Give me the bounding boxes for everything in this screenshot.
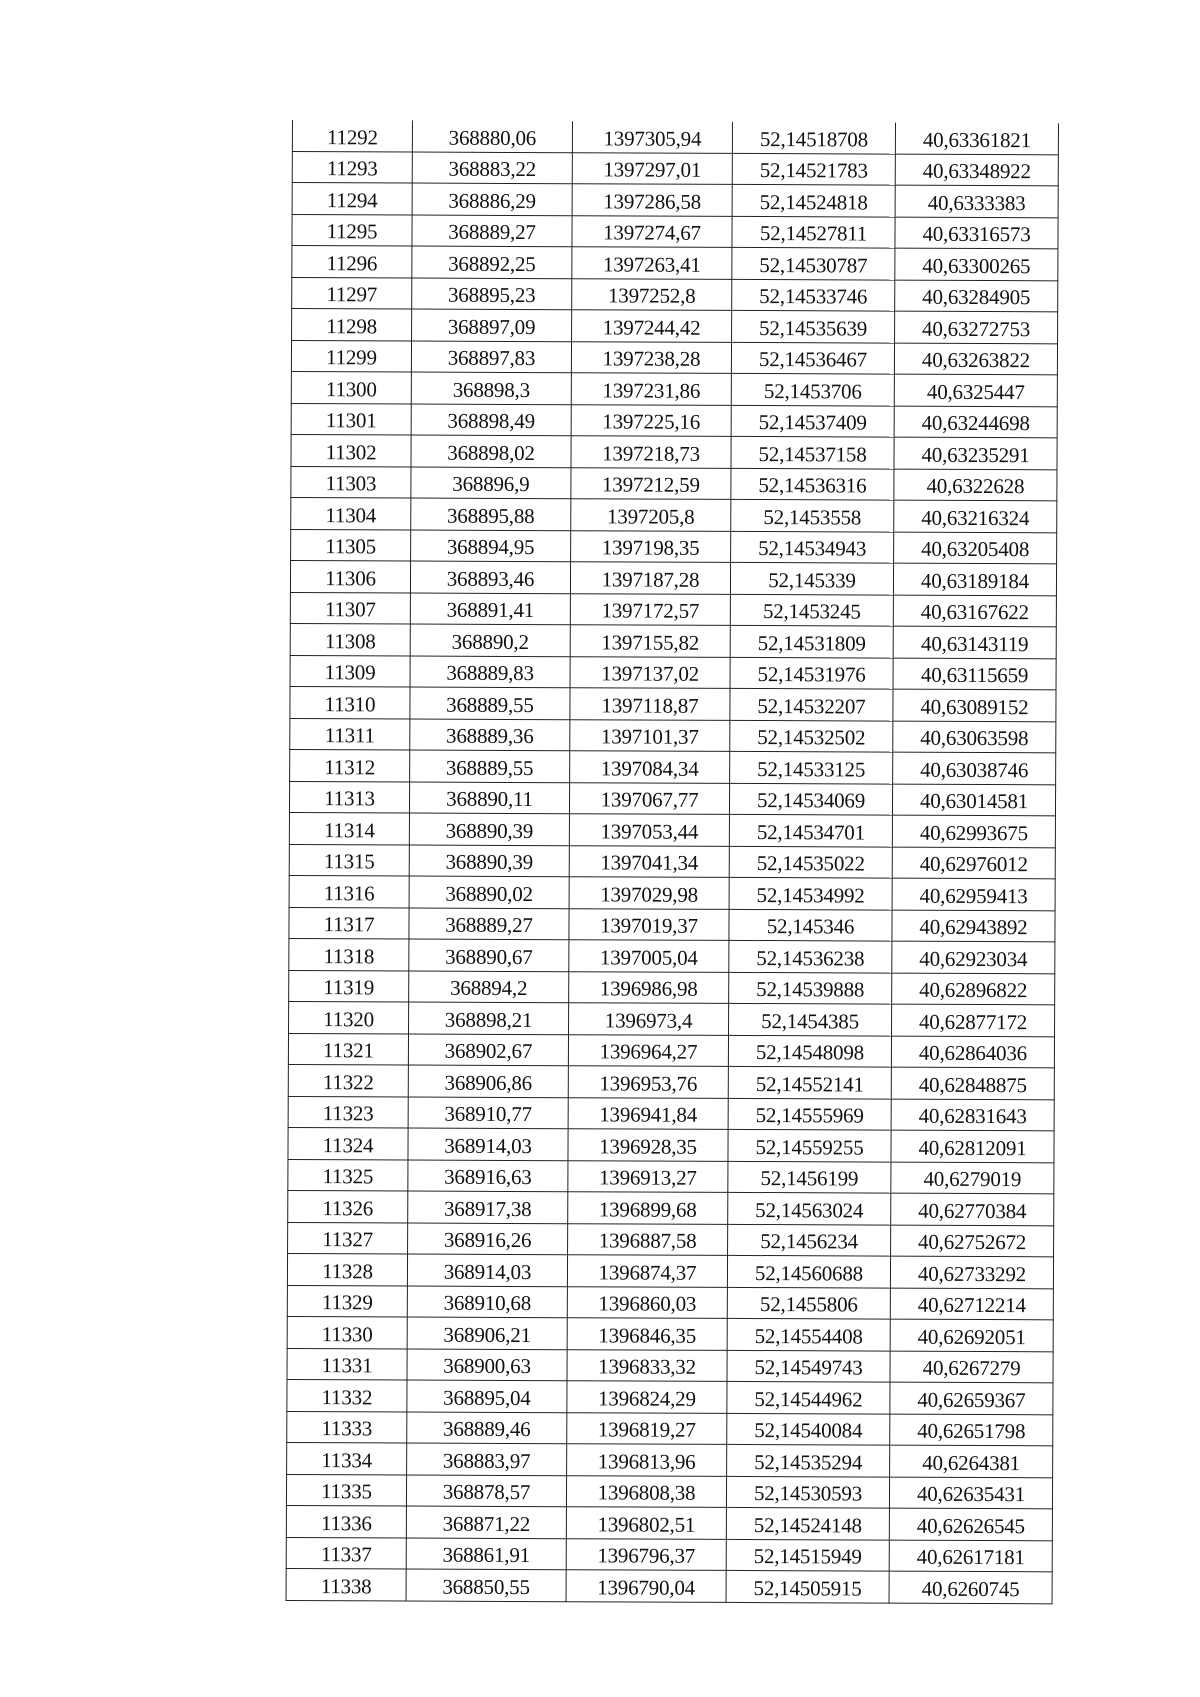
table-row <box>288 1127 1054 1162</box>
x-coordinate-cell: 368880,06 <box>412 121 572 153</box>
y-coordinate-cell: 1397305,94 <box>572 121 732 153</box>
latitude-cell: 52,14527811 <box>732 216 895 248</box>
x-coordinate-cell: 368900,63 <box>407 1349 567 1381</box>
latitude-cell: 52,1456199 <box>728 1161 891 1193</box>
table-row <box>292 151 1058 186</box>
y-coordinate-cell: 1396887,58 <box>568 1223 728 1255</box>
y-coordinate-cell: 1397205,8 <box>571 499 731 531</box>
table-row <box>287 1253 1053 1288</box>
longitude-cell: 40,62848875 <box>891 1067 1054 1099</box>
point-number-cell: 11294 <box>292 183 412 215</box>
table-row <box>286 1505 1052 1540</box>
latitude-cell: 52,14549743 <box>727 1350 890 1382</box>
x-coordinate-cell: 368890,39 <box>409 845 569 877</box>
table-row <box>286 1537 1052 1572</box>
longitude-cell: 40,63063598 <box>893 721 1056 753</box>
point-number-cell: 11308 <box>290 623 410 655</box>
latitude-cell: 52,14537409 <box>731 405 894 437</box>
longitude-cell: 40,63205408 <box>894 532 1057 564</box>
point-number-cell: 11292 <box>292 120 412 152</box>
point-number-cell: 11302 <box>291 434 411 466</box>
point-number-cell: 11309 <box>290 655 410 687</box>
y-coordinate-cell: 1397101,37 <box>570 719 730 751</box>
latitude-cell: 52,14560688 <box>727 1255 890 1287</box>
y-coordinate-cell: 1396941,84 <box>568 1097 728 1129</box>
table-row <box>286 1568 1052 1603</box>
x-coordinate-cell: 368891,41 <box>410 593 570 625</box>
latitude-cell: 52,14524818 <box>732 184 895 216</box>
longitude-cell: 40,63167622 <box>893 595 1056 627</box>
table-row <box>288 1064 1054 1099</box>
x-coordinate-cell: 368902,67 <box>408 1034 568 1066</box>
y-coordinate-cell: 1396964,27 <box>568 1034 728 1066</box>
latitude-cell: 52,1456234 <box>728 1224 891 1256</box>
y-coordinate-cell: 1397225,16 <box>571 404 731 436</box>
x-coordinate-cell: 368916,26 <box>408 1223 568 1255</box>
point-number-cell: 11335 <box>286 1474 406 1506</box>
point-number-cell: 11299 <box>291 340 411 372</box>
longitude-cell: 40,6279019 <box>891 1162 1054 1194</box>
longitude-cell: 40,63348922 <box>895 154 1058 186</box>
table-row <box>289 938 1055 973</box>
table-row <box>291 403 1057 438</box>
x-coordinate-cell: 368890,67 <box>409 939 569 971</box>
table-row <box>290 560 1056 595</box>
longitude-cell: 40,63038746 <box>893 752 1056 784</box>
point-number-cell: 11322 <box>288 1064 408 1096</box>
longitude-cell: 40,63089152 <box>893 689 1056 721</box>
point-number-cell: 11293 <box>292 151 412 183</box>
table-row <box>289 781 1055 816</box>
longitude-cell: 40,62626545 <box>889 1508 1052 1540</box>
x-coordinate-cell: 368906,21 <box>407 1317 567 1349</box>
table-row <box>292 183 1058 218</box>
y-coordinate-cell: 1397155,82 <box>570 625 730 657</box>
point-number-cell: 11319 <box>289 970 409 1002</box>
table-row <box>291 340 1057 375</box>
point-number-cell: 11327 <box>288 1222 408 1254</box>
point-number-cell: 11303 <box>291 466 411 498</box>
longitude-cell: 40,62896822 <box>892 973 1055 1005</box>
latitude-cell: 52,145346 <box>729 909 892 941</box>
point-number-cell: 11330 <box>287 1316 407 1348</box>
longitude-cell: 40,6260745 <box>889 1571 1052 1603</box>
y-coordinate-cell: 1397274,67 <box>572 215 732 247</box>
point-number-cell: 11329 <box>287 1285 407 1317</box>
x-coordinate-cell: 368861,91 <box>406 1538 566 1570</box>
longitude-cell: 40,63115659 <box>893 658 1056 690</box>
latitude-cell: 52,14533125 <box>730 751 893 783</box>
table-row <box>291 529 1057 564</box>
table-row <box>287 1348 1053 1383</box>
table-row <box>289 844 1055 879</box>
latitude-cell: 52,14505915 <box>726 1570 889 1602</box>
point-number-cell: 11305 <box>291 529 411 561</box>
longitude-cell: 40,63235291 <box>894 437 1057 469</box>
longitude-cell: 40,63189184 <box>893 563 1056 595</box>
y-coordinate-cell: 1396824,29 <box>567 1381 727 1413</box>
table-row <box>290 749 1056 784</box>
x-coordinate-cell: 368906,86 <box>408 1065 568 1097</box>
latitude-cell: 52,14544962 <box>727 1381 890 1413</box>
longitude-cell: 40,62752672 <box>891 1225 1054 1257</box>
latitude-cell: 52,14534943 <box>731 531 894 563</box>
y-coordinate-cell: 1396790,04 <box>566 1570 726 1602</box>
x-coordinate-cell: 368910,77 <box>408 1097 568 1129</box>
y-coordinate-cell: 1396973,4 <box>569 1003 729 1035</box>
y-coordinate-cell: 1396813,96 <box>567 1444 727 1476</box>
x-coordinate-cell: 368890,02 <box>409 876 569 908</box>
y-coordinate-cell: 1396860,03 <box>567 1286 727 1318</box>
table-row <box>292 309 1058 344</box>
latitude-cell: 52,1453706 <box>731 373 894 405</box>
y-coordinate-cell: 1396796,37 <box>566 1538 726 1570</box>
x-coordinate-cell: 368889,27 <box>412 215 572 247</box>
table-row <box>290 592 1056 627</box>
point-number-cell: 11318 <box>289 938 409 970</box>
latitude-cell: 52,14521783 <box>732 153 895 185</box>
point-number-cell: 11332 <box>287 1379 407 1411</box>
longitude-cell: 40,63263822 <box>894 343 1057 375</box>
longitude-cell: 40,6325447 <box>894 374 1057 406</box>
x-coordinate-cell: 368889,55 <box>410 750 570 782</box>
longitude-cell: 40,63014581 <box>892 784 1055 816</box>
point-number-cell: 11315 <box>289 844 409 876</box>
x-coordinate-cell: 368896,9 <box>411 467 571 499</box>
x-coordinate-cell: 368890,11 <box>409 782 569 814</box>
y-coordinate-cell: 1397019,37 <box>569 908 729 940</box>
table-row <box>291 371 1057 406</box>
table-row <box>289 875 1055 910</box>
x-coordinate-cell: 368878,57 <box>406 1475 566 1507</box>
table-row <box>291 497 1057 532</box>
y-coordinate-cell: 1396874,37 <box>567 1255 727 1287</box>
table-row <box>291 466 1057 501</box>
longitude-cell: 40,62733292 <box>890 1256 1053 1288</box>
latitude-cell: 52,14534701 <box>729 814 892 846</box>
latitude-cell: 52,14536238 <box>729 940 892 972</box>
x-coordinate-cell: 368894,95 <box>411 530 571 562</box>
x-coordinate-cell: 368917,38 <box>408 1191 568 1223</box>
latitude-cell: 52,14548098 <box>728 1035 891 1067</box>
longitude-cell: 40,62959413 <box>892 878 1055 910</box>
point-number-cell: 11321 <box>288 1033 408 1065</box>
latitude-cell: 52,1454385 <box>729 1003 892 1035</box>
point-number-cell: 11295 <box>292 214 412 246</box>
y-coordinate-cell: 1397005,04 <box>569 940 729 972</box>
x-coordinate-cell: 368895,04 <box>407 1380 567 1412</box>
x-coordinate-cell: 368890,2 <box>410 624 570 656</box>
latitude-cell: 52,14554408 <box>727 1318 890 1350</box>
table-row <box>291 434 1057 469</box>
latitude-cell: 52,14535294 <box>727 1444 890 1476</box>
latitude-cell: 52,14535022 <box>729 846 892 878</box>
y-coordinate-cell: 1397041,34 <box>569 845 729 877</box>
longitude-cell: 40,6333383 <box>895 185 1058 217</box>
point-number-cell: 11296 <box>292 246 412 278</box>
latitude-cell: 52,1455806 <box>727 1287 890 1319</box>
longitude-cell: 40,63244698 <box>894 406 1057 438</box>
x-coordinate-cell: 368883,97 <box>407 1443 567 1475</box>
y-coordinate-cell: 1397231,86 <box>571 373 731 405</box>
latitude-cell: 52,14536316 <box>731 468 894 500</box>
longitude-cell: 40,62712214 <box>890 1288 1053 1320</box>
coordinates-table <box>286 120 1059 1604</box>
point-number-cell: 11300 <box>291 371 411 403</box>
longitude-cell: 40,62877172 <box>892 1004 1055 1036</box>
point-number-cell: 11314 <box>289 812 409 844</box>
point-number-cell: 11301 <box>291 403 411 435</box>
y-coordinate-cell: 1396846,35 <box>567 1318 727 1350</box>
y-coordinate-cell: 1397286,58 <box>572 184 732 216</box>
longitude-cell: 40,63361821 <box>895 123 1058 155</box>
x-coordinate-cell: 368895,23 <box>412 278 572 310</box>
coordinates-table-body <box>286 120 1058 1603</box>
latitude-cell: 52,14532502 <box>730 720 893 752</box>
y-coordinate-cell: 1397212,59 <box>571 467 731 499</box>
table-row <box>287 1411 1053 1446</box>
y-coordinate-cell: 1397252,8 <box>572 278 732 310</box>
x-coordinate-cell: 368889,46 <box>407 1412 567 1444</box>
x-coordinate-cell: 368889,36 <box>410 719 570 751</box>
y-coordinate-cell: 1397238,28 <box>571 341 731 373</box>
point-number-cell: 11324 <box>288 1127 408 1159</box>
point-number-cell: 11312 <box>290 749 410 781</box>
x-coordinate-cell: 368897,83 <box>411 341 571 373</box>
latitude-cell: 52,14534069 <box>729 783 892 815</box>
y-coordinate-cell: 1396802,51 <box>566 1507 726 1539</box>
y-coordinate-cell: 1396913,27 <box>568 1160 728 1192</box>
table-row <box>287 1285 1053 1320</box>
x-coordinate-cell: 368897,09 <box>412 309 572 341</box>
latitude-cell: 52,14524148 <box>726 1507 889 1539</box>
longitude-cell: 40,62923034 <box>892 941 1055 973</box>
y-coordinate-cell: 1397297,01 <box>572 152 732 184</box>
table-row <box>289 1001 1055 1036</box>
y-coordinate-cell: 1397084,34 <box>570 751 730 783</box>
longitude-cell: 40,63284905 <box>895 280 1058 312</box>
longitude-cell: 40,62831643 <box>891 1099 1054 1131</box>
latitude-cell: 52,14559255 <box>728 1129 891 1161</box>
y-coordinate-cell: 1397263,41 <box>572 247 732 279</box>
longitude-cell: 40,62770384 <box>891 1193 1054 1225</box>
latitude-cell: 52,145339 <box>730 562 893 594</box>
y-coordinate-cell: 1397218,73 <box>571 436 731 468</box>
y-coordinate-cell: 1397244,42 <box>572 310 732 342</box>
latitude-cell: 52,14534992 <box>729 877 892 909</box>
longitude-cell: 40,62692051 <box>890 1319 1053 1351</box>
table-row <box>288 1096 1054 1131</box>
table-row <box>290 686 1056 721</box>
latitude-cell: 52,14531976 <box>730 657 893 689</box>
latitude-cell: 52,14530593 <box>726 1476 889 1508</box>
longitude-cell: 40,63316573 <box>895 217 1058 249</box>
point-number-cell: 11304 <box>291 497 411 529</box>
point-number-cell: 11307 <box>290 592 410 624</box>
point-number-cell: 11323 <box>288 1096 408 1128</box>
table-row <box>287 1379 1053 1414</box>
latitude-cell: 52,14518708 <box>732 122 895 154</box>
latitude-cell: 52,14555969 <box>728 1098 891 1130</box>
x-coordinate-cell: 368898,21 <box>409 1002 569 1034</box>
longitude-cell: 40,62651798 <box>890 1414 1053 1446</box>
table-row <box>286 1474 1052 1509</box>
x-coordinate-cell: 368893,46 <box>410 561 570 593</box>
x-coordinate-cell: 368898,02 <box>411 435 571 467</box>
x-coordinate-cell: 368898,3 <box>411 372 571 404</box>
longitude-cell: 40,63143119 <box>893 626 1056 658</box>
table-row <box>287 1442 1053 1477</box>
table-row <box>290 655 1056 690</box>
point-number-cell: 11331 <box>287 1348 407 1380</box>
longitude-cell: 40,63216324 <box>894 500 1057 532</box>
table-row <box>288 1033 1054 1068</box>
x-coordinate-cell: 368890,39 <box>409 813 569 845</box>
point-number-cell: 11320 <box>289 1001 409 1033</box>
y-coordinate-cell: 1396808,38 <box>566 1475 726 1507</box>
latitude-cell: 52,14532207 <box>730 688 893 720</box>
point-number-cell: 11306 <box>290 560 410 592</box>
latitude-cell: 52,14552141 <box>728 1066 891 1098</box>
y-coordinate-cell: 1397029,98 <box>569 877 729 909</box>
latitude-cell: 52,14539888 <box>729 972 892 1004</box>
longitude-cell: 40,62812091 <box>891 1130 1054 1162</box>
latitude-cell: 52,14531809 <box>730 625 893 657</box>
latitude-cell: 52,1453558 <box>731 499 894 531</box>
point-number-cell: 11298 <box>292 309 412 341</box>
y-coordinate-cell: 1397118,87 <box>570 688 730 720</box>
y-coordinate-cell: 1397067,77 <box>569 782 729 814</box>
point-number-cell: 11325 <box>288 1159 408 1191</box>
point-number-cell: 11336 <box>286 1505 406 1537</box>
latitude-cell: 52,14533746 <box>732 279 895 311</box>
longitude-cell: 40,62617181 <box>889 1540 1052 1572</box>
point-number-cell: 11297 <box>292 277 412 309</box>
x-coordinate-cell: 368889,83 <box>410 656 570 688</box>
latitude-cell: 52,14540084 <box>727 1413 890 1445</box>
longitude-cell: 40,62864036 <box>891 1036 1054 1068</box>
table-row <box>292 120 1058 154</box>
longitude-cell: 40,62943892 <box>892 910 1055 942</box>
x-coordinate-cell: 368914,03 <box>408 1128 568 1160</box>
table-row <box>288 1159 1054 1194</box>
point-number-cell: 11338 <box>286 1568 406 1600</box>
x-coordinate-cell: 368886,29 <box>412 183 572 215</box>
x-coordinate-cell: 368898,49 <box>411 404 571 436</box>
point-number-cell: 11313 <box>289 781 409 813</box>
longitude-cell: 40,6322628 <box>894 469 1057 501</box>
y-coordinate-cell: 1396928,35 <box>568 1129 728 1161</box>
table-row <box>288 1190 1054 1225</box>
x-coordinate-cell: 368894,2 <box>409 971 569 1003</box>
longitude-cell: 40,63272753 <box>895 311 1058 343</box>
x-coordinate-cell: 368914,03 <box>407 1254 567 1286</box>
longitude-cell: 40,62659367 <box>890 1382 1053 1414</box>
longitude-cell: 40,62976012 <box>892 847 1055 879</box>
y-coordinate-cell: 1397137,02 <box>570 656 730 688</box>
point-number-cell: 11310 <box>290 686 410 718</box>
x-coordinate-cell: 368850,55 <box>406 1569 566 1601</box>
y-coordinate-cell: 1396899,68 <box>568 1192 728 1224</box>
y-coordinate-cell: 1396833,32 <box>567 1349 727 1381</box>
table-row <box>292 246 1058 281</box>
x-coordinate-cell: 368916,63 <box>408 1160 568 1192</box>
table-row <box>287 1316 1053 1351</box>
table-row <box>288 1222 1054 1257</box>
y-coordinate-cell: 1396819,27 <box>567 1412 727 1444</box>
longitude-cell: 40,62993675 <box>892 815 1055 847</box>
x-coordinate-cell: 368889,27 <box>409 908 569 940</box>
point-number-cell: 11316 <box>289 875 409 907</box>
point-number-cell: 11328 <box>287 1253 407 1285</box>
x-coordinate-cell: 368910,68 <box>407 1286 567 1318</box>
latitude-cell: 52,14535639 <box>732 310 895 342</box>
latitude-cell: 52,14537158 <box>731 436 894 468</box>
table-row <box>292 214 1058 249</box>
point-number-cell: 11317 <box>289 907 409 939</box>
table-row <box>292 277 1058 312</box>
y-coordinate-cell: 1396986,98 <box>569 971 729 1003</box>
latitude-cell: 52,14536467 <box>731 342 894 374</box>
longitude-cell: 40,62635431 <box>889 1477 1052 1509</box>
y-coordinate-cell: 1397053,44 <box>569 814 729 846</box>
longitude-cell: 40,63300265 <box>895 248 1058 280</box>
longitude-cell: 40,6264381 <box>890 1445 1053 1477</box>
latitude-cell: 52,1453245 <box>730 594 893 626</box>
y-coordinate-cell: 1397198,35 <box>571 530 731 562</box>
x-coordinate-cell: 368883,22 <box>412 152 572 184</box>
y-coordinate-cell: 1396953,76 <box>568 1066 728 1098</box>
table-row <box>289 907 1055 942</box>
point-number-cell: 11334 <box>287 1442 407 1474</box>
table-row <box>290 718 1056 753</box>
table-row <box>289 812 1055 847</box>
point-number-cell: 11333 <box>287 1411 407 1443</box>
point-number-cell: 11326 <box>288 1190 408 1222</box>
x-coordinate-cell: 368871,22 <box>406 1506 566 1538</box>
point-number-cell: 11337 <box>286 1537 406 1569</box>
longitude-cell: 40,6267279 <box>890 1351 1053 1383</box>
table-row <box>289 970 1055 1005</box>
y-coordinate-cell: 1397187,28 <box>570 562 730 594</box>
point-number-cell: 11311 <box>290 718 410 750</box>
x-coordinate-cell: 368889,55 <box>410 687 570 719</box>
latitude-cell: 52,14515949 <box>726 1539 889 1571</box>
table-row <box>290 623 1056 658</box>
x-coordinate-cell: 368892,25 <box>412 246 572 278</box>
x-coordinate-cell: 368895,88 <box>411 498 571 530</box>
latitude-cell: 52,14563024 <box>728 1192 891 1224</box>
y-coordinate-cell: 1397172,57 <box>570 593 730 625</box>
latitude-cell: 52,14530787 <box>732 247 895 279</box>
